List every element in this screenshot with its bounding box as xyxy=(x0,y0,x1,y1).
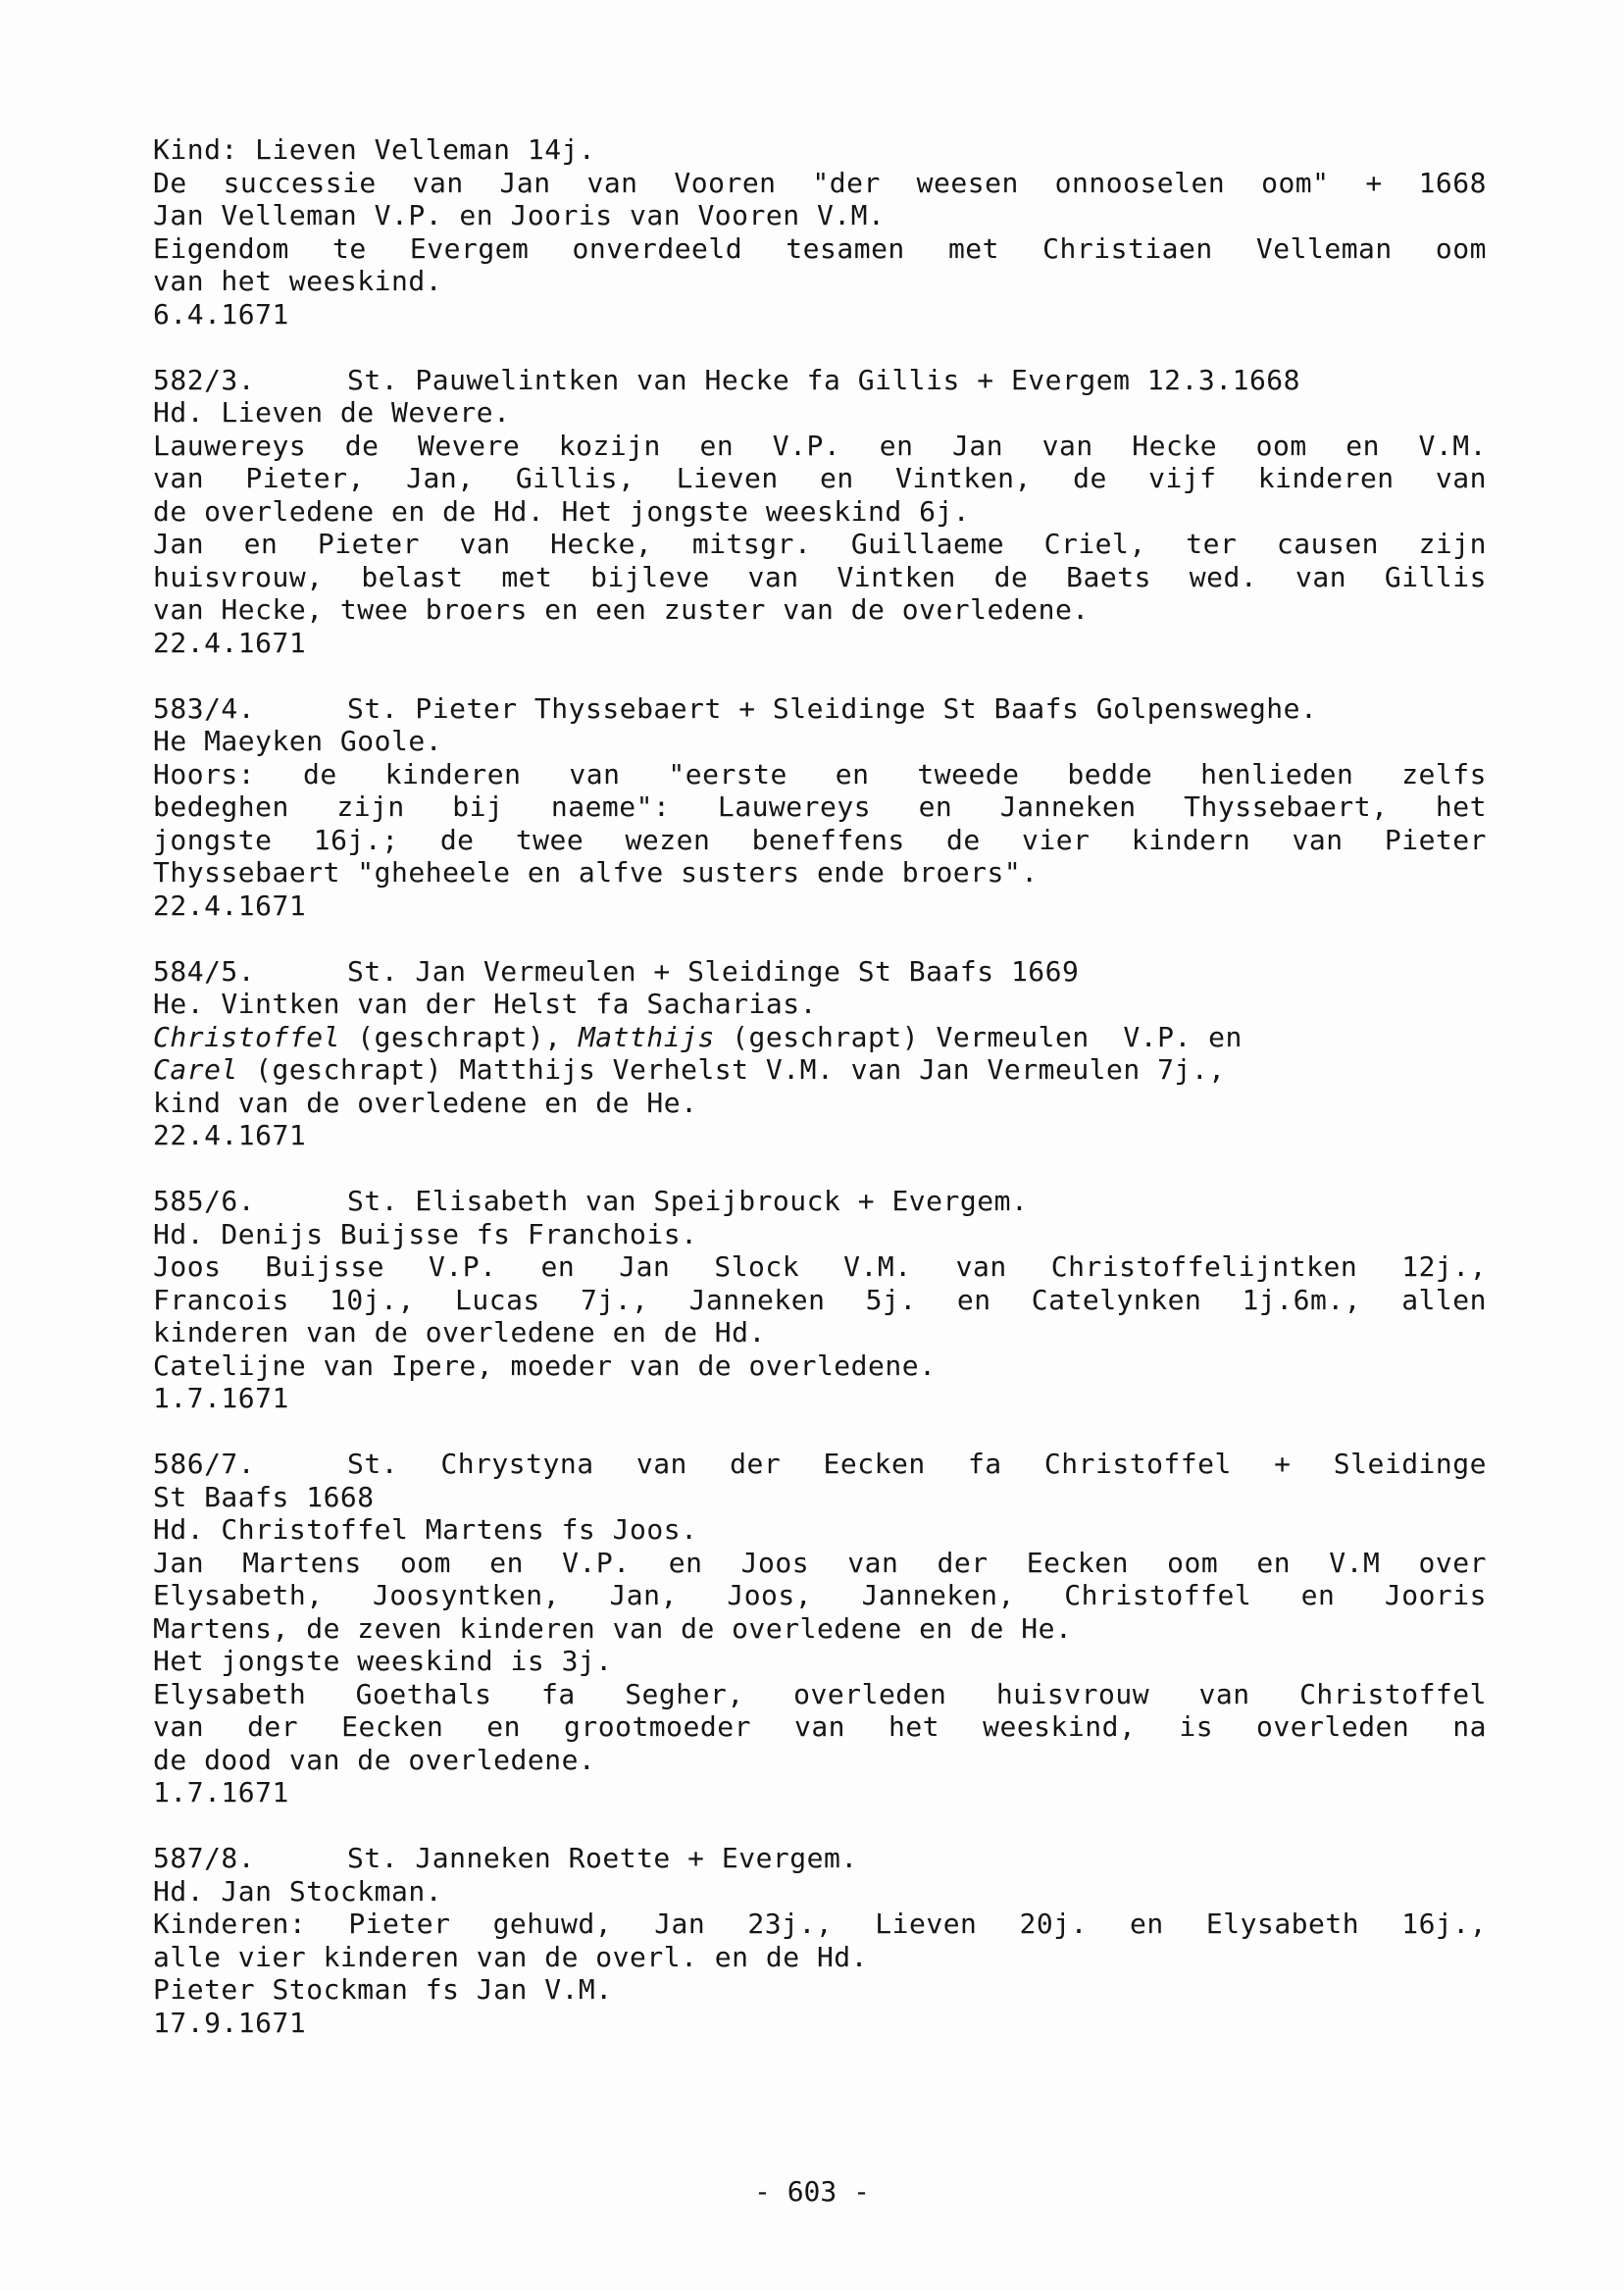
entry-heading-text: St. Janneken Roette + Evergem. xyxy=(347,1842,858,1874)
entry-number: 583/4. xyxy=(153,691,256,725)
entry-584 xyxy=(153,955,1487,1152)
date-line: 22.4.1671 xyxy=(153,1119,307,1151)
text-line: He. Vintken van der Helst fa Sacharias. xyxy=(153,988,817,1020)
text-line: van Hecke, twee broers en een zuster van de overledene. xyxy=(153,593,1090,626)
entry-number: 584/5. xyxy=(153,954,256,988)
text-line: Catelijne van Ipere, moeder van de overledene. xyxy=(153,1349,937,1382)
annotation-text: (geschrapt), xyxy=(357,1020,562,1053)
date-line: 1.7.1671 xyxy=(153,1776,289,1808)
text-line: St Baafs 1668 xyxy=(153,1480,375,1513)
text-line: Kind: Lieven Velleman 14j. xyxy=(153,133,596,166)
text-line: jongste 16j.; de twee wezen beneffens de vier kindern van Pieter xyxy=(153,823,1487,856)
annotation-text: (geschrapt) Vermeulen V.P. en xyxy=(732,1020,1243,1053)
entry-587 xyxy=(153,1842,1487,2039)
entry-heading xyxy=(153,1185,1487,1218)
entry-583 xyxy=(153,692,1487,923)
text-line: Kinderen: Pieter gehuwd, Jan 23j., Lieven 20j. en Elysabeth 16j., xyxy=(153,1908,1487,1940)
text-line: Thyssebaert "gheheele en alfve susters ende broers". xyxy=(153,856,1039,889)
text-line: van het weeskind. xyxy=(153,265,443,297)
text-line xyxy=(153,1053,1487,1087)
text-line: Elysabeth, Joosyntken, Jan, Joos, Janneken, Christoffel en Jooris xyxy=(153,1579,1487,1611)
text-line: Jan Velleman V.P. en Jooris van Vooren V.M. xyxy=(153,199,886,231)
entry-heading-text: St. Jan Vermeulen + Sleidinge St Baafs 1669 xyxy=(347,954,1080,988)
text-line: De successie van Jan van Vooren "der weesen onnooselen oom" + 1668 xyxy=(153,166,1487,199)
text-line: huisvrouw, belast met bijleve van Vintken de Baets wed. van Gillis xyxy=(153,560,1487,593)
struck-name: Carel xyxy=(153,1053,238,1086)
text-line: de overledene en de Hd. Het jongste weeskind 6j. xyxy=(153,494,971,528)
entry-number: 587/8. xyxy=(153,1842,256,1874)
entry-586 xyxy=(153,1448,1487,1809)
text-line: kinderen van de overledene en de Hd. xyxy=(153,1316,766,1349)
date-line: 22.4.1671 xyxy=(153,626,307,659)
date-line: 17.9.1671 xyxy=(153,2006,307,2039)
text-line: bedeghen zijn bij naeme": Lauwereys en Janneken Thyssebaert, het xyxy=(153,790,1487,823)
text-line: van Pieter, Jan, Gillis, Lieven en Vintken, de vijf kinderen van xyxy=(153,462,1487,494)
text-line: kind van de overledene en de He. xyxy=(153,1086,698,1119)
entry-number: 585/6. xyxy=(153,1185,256,1217)
entry-continuation xyxy=(153,133,1487,331)
text-line: Het jongste weeskind is 3j. xyxy=(153,1645,613,1677)
date-line: 6.4.1671 xyxy=(153,297,289,331)
text-line: van der Eecken en grootmoeder van het weeskind, is overleden na xyxy=(153,1710,1487,1743)
text-line: Jan Martens oom en V.P. en Joos van der Eecken oom en V.M over xyxy=(153,1546,1487,1579)
text-line: Martens, de zeven kinderen van de overledene en de He. xyxy=(153,1611,1073,1645)
text-line: de dood van de overledene. xyxy=(153,1743,596,1776)
entry-heading-text: St. Pieter Thyssebaert + Sleidinge St Baafs Golpensweghe. xyxy=(347,691,1318,725)
entry-582 xyxy=(153,364,1487,660)
text-line: Hd. Jan Stockman. xyxy=(153,1874,443,1908)
entry-heading-text: St. Elisabeth van Speijbrouck + Evergem. xyxy=(347,1185,1029,1217)
text-line: Hd. Christoffel Martens fs Joos. xyxy=(153,1513,698,1546)
entry-heading xyxy=(153,1448,1487,1481)
text-line: Eigendom te Evergem onverdeeld tesamen met Christiaen Velleman oom xyxy=(153,231,1487,265)
date-line: 1.7.1671 xyxy=(153,1382,289,1414)
text-line: Jan en Pieter van Hecke, mitsgr. Guillaeme Criel, ter causen zijn xyxy=(153,528,1487,560)
struck-name: Christoffel xyxy=(153,1020,340,1053)
text-line: Joos Buijsse V.P. en Jan Slock V.M. van Christoffelijntken 12j., xyxy=(153,1250,1487,1283)
entry-heading-text: St. Chrystyna van der Eecken fa Christoffel + Sleidinge xyxy=(347,1448,1487,1480)
entry-heading xyxy=(153,955,1487,989)
date-line: 22.4.1671 xyxy=(153,889,307,922)
entry-heading-text: St. Pauwelintken van Hecke fa Gillis + Evergem 12.3.1668 xyxy=(347,363,1301,396)
annotation-text: (geschrapt) Matthijs Verhelst V.M. van Jan Vermeulen 7j., xyxy=(255,1053,1226,1086)
text-line: alle vier kinderen van de overl. en de Hd. xyxy=(153,1940,869,1973)
entry-585 xyxy=(153,1185,1487,1415)
text-line: Pieter Stockman fs Jan V.M. xyxy=(153,1973,613,2006)
text-line: Elysabeth Goethals fa Segher, overleden huisvrouw van Christoffel xyxy=(153,1677,1487,1710)
text-line: Hd. Lieven de Wevere. xyxy=(153,396,511,429)
entry-heading xyxy=(153,1842,1487,1875)
entry-heading xyxy=(153,364,1487,397)
entry-number: 586/7. xyxy=(153,1448,256,1480)
document-body xyxy=(153,133,1487,2072)
text-line xyxy=(153,1021,1487,1054)
page-number: - 603 - xyxy=(753,2175,870,2208)
text-line: He Maeyken Goole. xyxy=(153,725,443,757)
struck-name: Matthijs xyxy=(578,1020,715,1053)
text-line: Francois 10j., Lucas 7j., Janneken 5j. en Catelynken 1j.6m., allen xyxy=(153,1283,1487,1316)
text-line: Hoors: de kinderen van "eerste en tweede bedde henlieden zelfs xyxy=(153,757,1487,790)
text-line: Lauwereys de Wevere kozijn en V.P. en Jan van Hecke oom en V.M. xyxy=(153,429,1487,462)
text-line: Hd. Denijs Buijsse fs Franchois. xyxy=(153,1217,698,1250)
entry-number: 582/3. xyxy=(153,363,256,396)
entry-heading xyxy=(153,692,1487,726)
